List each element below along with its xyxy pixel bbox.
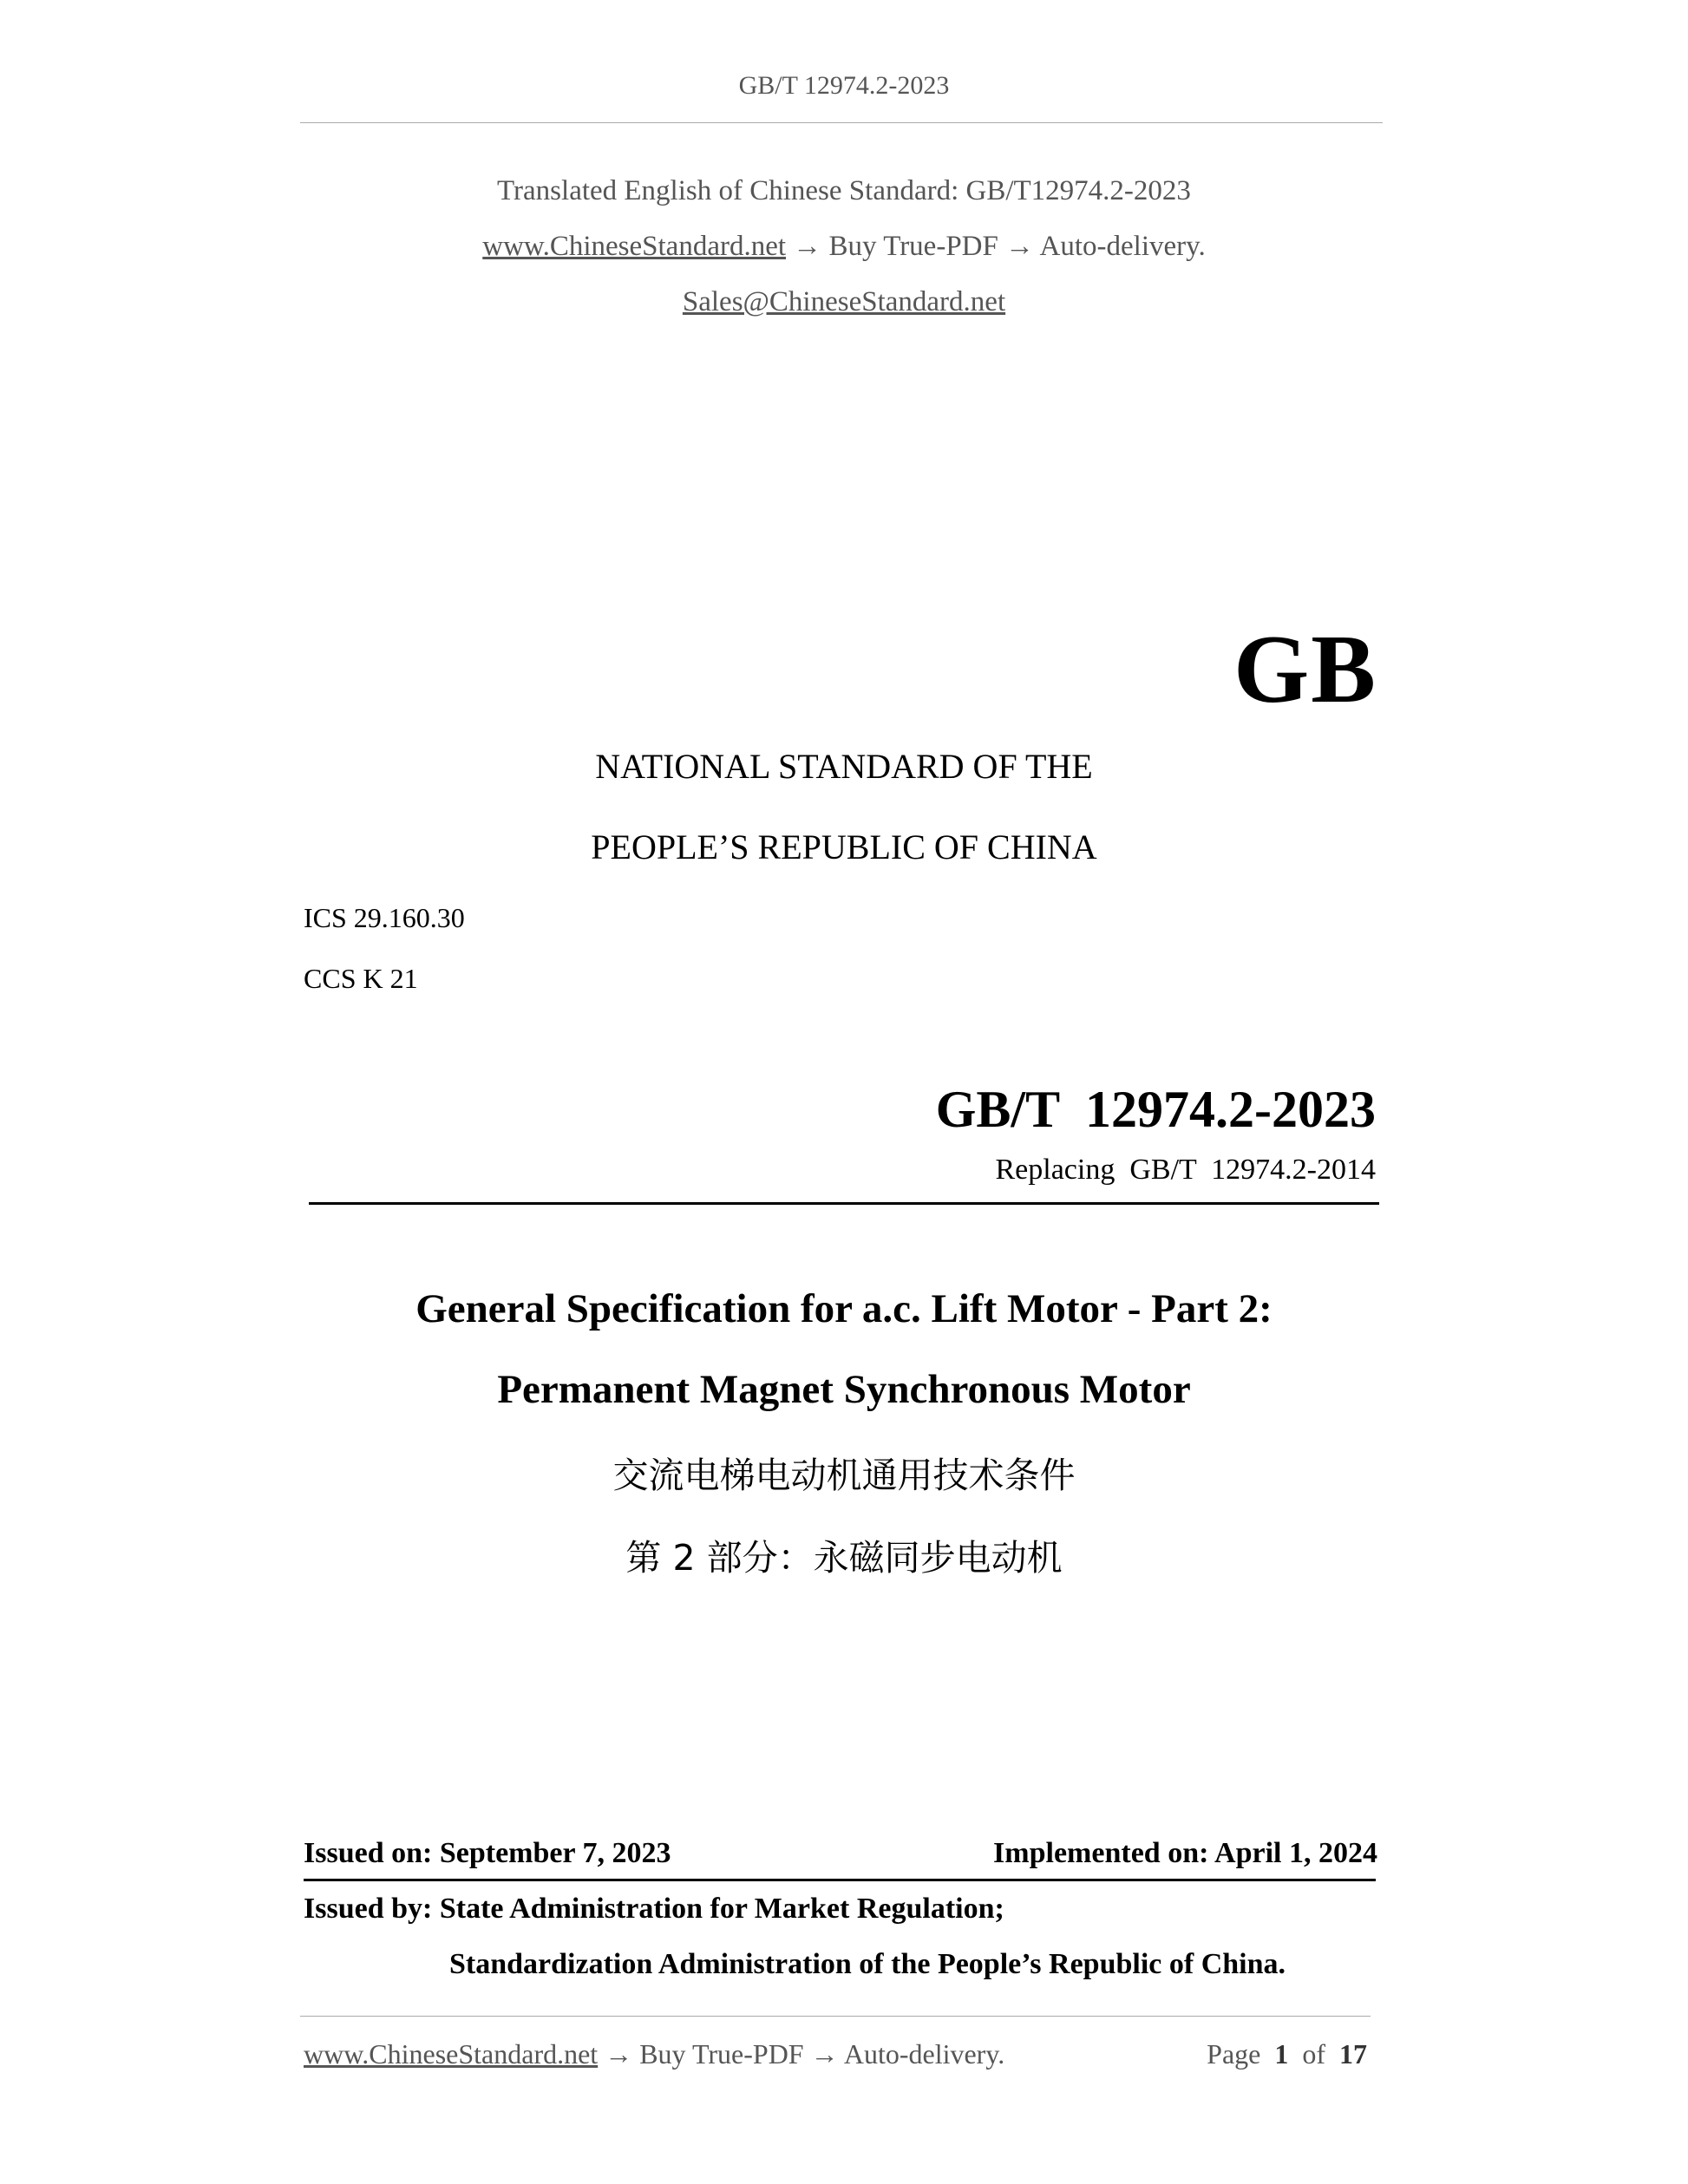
page-total: 17 [1339, 2038, 1367, 2070]
translation-note: Translated English of Chinese Standard: GB/T12974.2-2023 [497, 175, 1191, 206]
title-divider [309, 1202, 1379, 1205]
issued-by: Issued by: State Administration for Market Regulation; [304, 1893, 1004, 1925]
issued-on-date: Issued on: September 7, 2023 [304, 1837, 671, 1869]
footer-site-link[interactable]: www.ChineseStandard.net [304, 2038, 599, 2070]
purchase-text: → Buy True-PDF → Auto-delivery. [786, 231, 1206, 262]
national-standard-line2: PEOPLE’S REPUBLIC OF CHINA [591, 827, 1097, 866]
purchase-line [0, 231, 1688, 263]
footer-purchase-text: → Buy True-PDF → Auto-delivery. [598, 2038, 1005, 2070]
running-head: GB/T 12974.2-2023 [738, 71, 950, 100]
title-english-line1: General Specification for a.c. Lift Motor - Part 2: [415, 1286, 1273, 1331]
replacing-standard: Replacing GB/T 12974.2-2014 [995, 1154, 1376, 1186]
title-english-line2: Permanent Magnet Synchronous Motor [497, 1367, 1191, 1412]
title-chinese-line2: 第 2 部分：永磁同步电动机 [625, 1537, 1063, 1579]
title-chinese-line1: 交流电梯电动机通用技术条件 [612, 1455, 1076, 1496]
ics-code: ICS 29.160.30 [304, 902, 465, 933]
national-standard-line1: NATIONAL STANDARD OF THE [595, 747, 1093, 786]
issuance-divider [304, 1879, 1376, 1881]
issued-by-second-authority: Standardization Administration of the People’s Republic of China. [449, 1948, 1286, 1980]
site-link[interactable]: www.ChineseStandard.net [482, 231, 787, 262]
footer-divider [300, 2016, 1371, 2017]
footer-purchase-line [304, 2038, 1004, 2070]
gb-logo-mark: GB [1233, 616, 1377, 723]
page-indicator [1207, 2038, 1367, 2070]
standard-number: GB/T 12974.2-2023 [935, 1081, 1376, 1138]
header-divider [300, 122, 1383, 123]
implemented-on-date: Implemented on: April 1, 2024 [993, 1837, 1377, 1869]
ccs-code: CCS K 21 [304, 963, 418, 994]
sales-email-link[interactable]: Sales@ChineseStandard.net [682, 286, 1006, 317]
sales-line [0, 286, 1688, 318]
page-current: 1 [1274, 2038, 1289, 2070]
page-label: Page [1207, 2038, 1261, 2070]
page-of: of [1302, 2038, 1325, 2070]
